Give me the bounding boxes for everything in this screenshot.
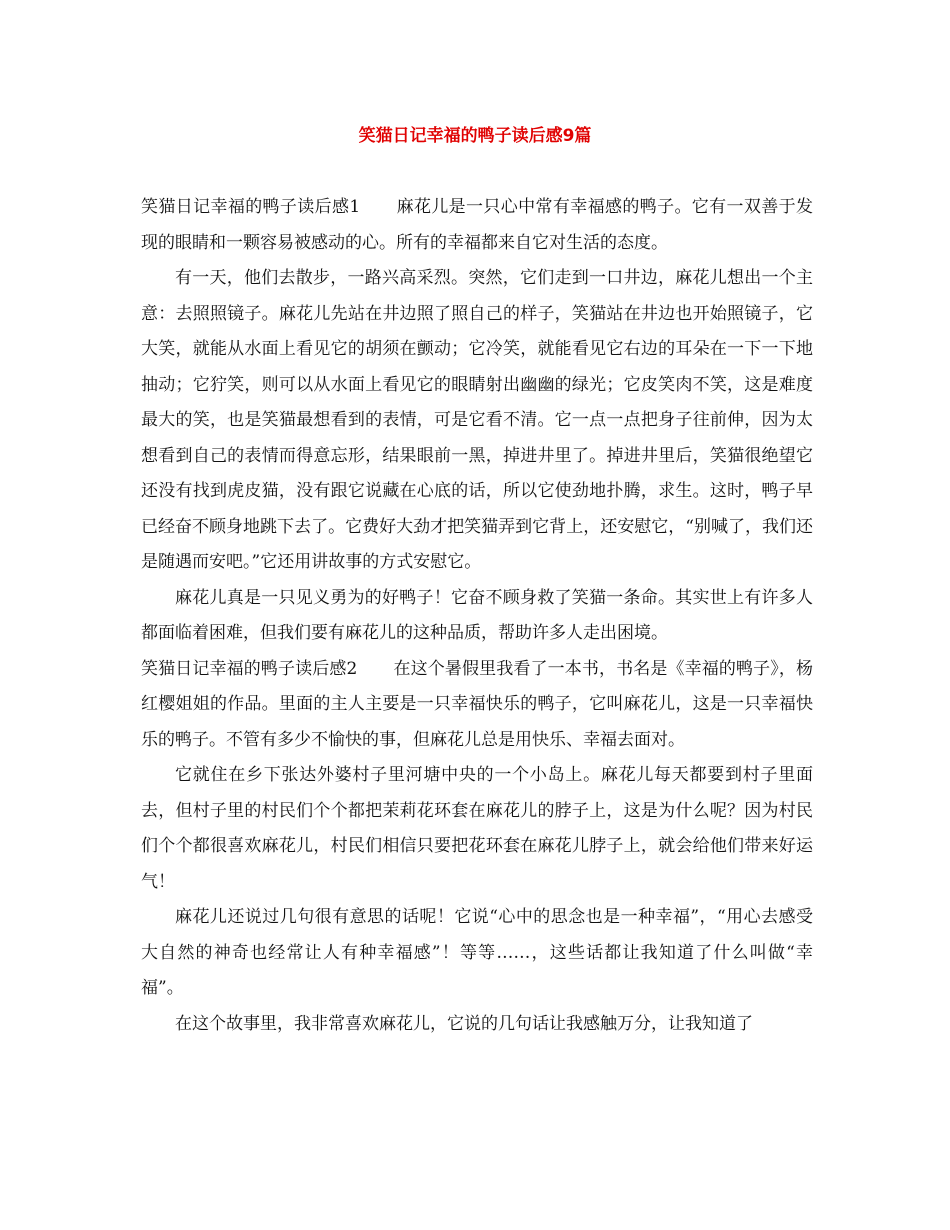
paragraph: 麻花儿还说过几句很有意思的话呢！它说“心中的思念也是一种幸福”，“用心去感受大自然的神奇也经常让人有种幸福感”！等等……，这些话都让我知道了什么叫做“幸福”。 (141, 907, 813, 998)
paragraph: 麻花儿真是一只见义勇为的好鸭子！它奋不顾身救了笑猫一条命。其实世上有许多人都面临着困难，但我们要有麻花儿的这种品质，帮助许多人走出困境。 (141, 587, 813, 643)
section-1-heading: 笑猫日记幸福的鸭子读后感1 (141, 197, 361, 217)
document-title: 笑猫日记幸福的鸭子读后感9篇 (358, 126, 592, 146)
paragraph-text: 麻花儿是一只心中常有幸福感的鸭子。它有一双善于发现的眼睛和一颗容易被感动的心。所有的幸福都来自它对生活的态度。 (141, 197, 813, 253)
paragraph: 有一天，他们去散步，一路兴高采烈。突然，它们走到一口井边，麻花儿想出一个主意：去照照镜子。麻花儿先站在井边照了照自己的样子，笑猫站在井边也开始照镜子，它大笑，就能从水面上看见它的胡须在颤动；它冷笑，就能看见它右边的耳朵在一下一下地抽动；它狞笑，则可以从水面上看见它的眼睛射出幽幽的绿光；它皮笑肉不笑，这是难度最大的笑，也是笑猫最想看到的表情，可是它看不清。它一点一点把身子往前伸，因为太想看到自己的表情而得意忘形，结果眼前一黑，掉进井里了。掉进井里后，笑猫很绝望它还没有找到虎皮猫，没有跟它说藏在心底的话，所以它使劲地扑腾，求生。这时，鸭子早已经奋不顾身地跳下去了。它费好大劲才把笑猫弄到它背上，还安慰它，“别喊了，我们还是随遇而安吧。”它还用讲故事的方式安慰它。 (141, 268, 813, 572)
section-2-first-paragraph (141, 652, 813, 759)
section-1-first-paragraph (141, 190, 813, 261)
paragraph-text: 在这个暑假里我看了一本书，书名是《幸福的鸭子》，杨红樱姐姐的作品。里面的主人主要是一只幸福快乐的鸭子，它叫麻花儿，这是一只幸福快乐的鸭子。不管有多少不愉快的事，但麻花儿总是用快乐、幸福去面对。 (141, 658, 813, 750)
paragraph: 它就住在乡下张达外婆村子里河塘中央的一个小岛上。麻花儿每天都要到村子里面去，但村子里的村民们个个都把茉莉花环套在麻花儿的脖子上，这是为什么呢？因为村民们个个都很喜欢麻花儿，村民们相信只要把花环套在麻花儿脖子上，就会给他们带来好运气！ (141, 765, 813, 892)
paragraph: 在这个故事里，我非常喜欢麻花儿，它说的几句话让我感触万分，让我知道了 (175, 1013, 753, 1034)
section-2-heading: 笑猫日记幸福的鸭子读后感2 (141, 658, 358, 679)
document-body (141, 190, 813, 1042)
